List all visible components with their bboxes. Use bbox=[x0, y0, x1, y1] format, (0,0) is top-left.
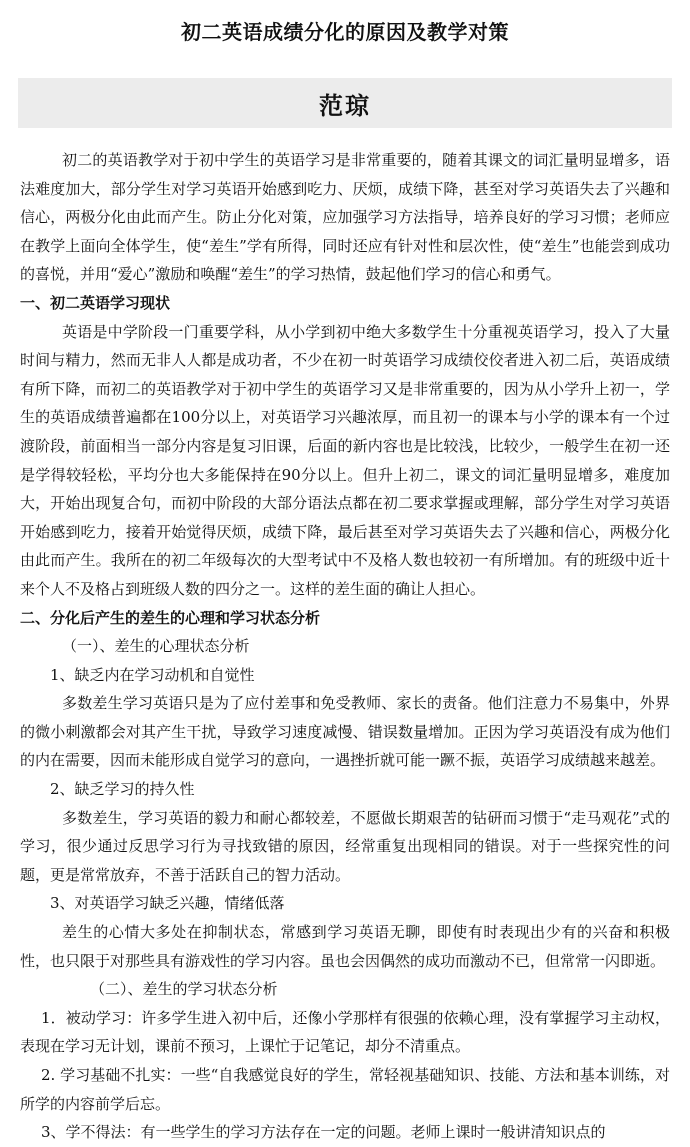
author-name: 范琼 bbox=[319, 91, 371, 120]
item-paragraph-2: 多数差生，学习英语的毅力和耐心都较差，不愿做长期艰苦的钻研而习惯于“走马观花”式的学习，很少通过反思学习行为寻找致错的原因，经常重复出现相同的错误。对于一些探究性的问题，更是常常放弃，不善于活跃自己的智力活动。 bbox=[20, 808, 670, 884]
item-paragraph-1: 多数差生学习英语只是为了应付差事和免受教师、家长的责备。他们注意力不易集中，外界的微小刺激都会对其产生干扰，导致学习速度减慢、错误数量增加。正因为学习英语没有成为他们的内在需要，因而未能形成自觉学习的意向，一遇挫折就可能一蹶不振，英语学习成绩越来越差。 bbox=[20, 694, 670, 770]
section-heading-2: 二、分化后产生的差生的心理和学习状态分析 bbox=[20, 608, 321, 627]
item-heading-3: 3、对英语学习缺乏兴趣，情绪低落 bbox=[50, 894, 285, 913]
subsection-heading-1: （一）、差生的心理状态分析 bbox=[62, 637, 250, 656]
item-paragraph-3: 差生的心情大多处在抑制状态，常感到学习英语无聊，即使有时表现出少有的兴奋和积极性，也只限于对那些具有游戏性的学习内容。虽也会因偶然的成功而激动不已，但常常一闪即逝。 bbox=[20, 923, 670, 970]
intro-paragraph: 初二的英语教学对于初中学生的英语学习是非常重要的，随着其课文的词汇量明显增多，语法难度加大，部分学生对学习英语开始感到吃力、厌烦，成绩下降，甚至对学习英语失去了兴趣和信心，两极分化由此而产生。防止分化对策，应加强学习方法指导，培养良好的学习习惯；老师应在教学上面向全体学生，使“差生”学有所得，同时还应有针对性和层次性，使“差生”也能尝到成功的喜悦，并用“爱心”激励和唤醒“差生”的学习热情，鼓起他们学习的信心和勇气。 bbox=[20, 151, 670, 284]
section-1-paragraph: 英语是中学阶段一门重要学科，从小学到初中绝大多数学生十分重视英语学习，投入了大量时间与精力，然而无非人人都是成功者，不少在初一时英语学习成绩佼佼者进入初二后，英语成绩有所下降，而初二的英语教学对于初中学生的英语学习又是非常重要的，因为从小学升上初一，学生的英语成绩普遍都在100分以上，对英语学习兴趣浓厚，而且初一的课本与小学的课本有一个过渡阶段，前面相当一部分内容是复习旧课，后面的新内容也是比较浅，比较少，一般学生在初一还是学得较轻松，平均分也大多能保持在90分以上。但升上初二，课文的词汇量明显增多，难度加大，开始出现复合句，而初中阶段的大部分语法点都在初二要求掌握或理解，部分学生对学习英语开始感到吃力，接着开始觉得厌烦，成绩下降，最后甚至对学习英语失去了兴趣和信心，两极分化由此而产生。我所在的初二年级每次的大型考试中不及格人数也较初一有所增加。有的班级中近十来个人不及格占到班级人数的四分之一。这样的差生面的确让人担心。 bbox=[20, 322, 670, 598]
item-heading-2: 2、缺乏学习的持久性 bbox=[50, 780, 195, 799]
point-paragraph-3: 3、学不得法：有一些学生的学习方法存在一定的问题。老师上课时一般讲清知识点的 bbox=[41, 1123, 606, 1142]
item-heading-1: 1、缺乏内在学习动机和自觉性 bbox=[50, 665, 255, 684]
point-paragraph-1: 1．被动学习：许多学生进入初中后，还像小学那样有很强的依赖心理，没有掌握学习主动权，表现在学习无计划，课前不预习，上课忙于记笔记，却分不清重点。 bbox=[20, 1008, 670, 1056]
author-banner bbox=[18, 78, 672, 128]
subsection-heading-2: （二）、差生的学习状态分析 bbox=[90, 980, 278, 999]
document-title: 初二英语成绩分化的原因及教学对策 bbox=[181, 20, 509, 44]
section-heading-1: 一、初二英语学习现状 bbox=[20, 293, 171, 312]
article-body bbox=[20, 146, 670, 1147]
point-paragraph-2: 2. 学习基础不扎实：一些“自我感觉良好的学生，常轻视基础知识、技能、方法和基本训练，对所学的内容前学后忘。 bbox=[20, 1066, 670, 1113]
